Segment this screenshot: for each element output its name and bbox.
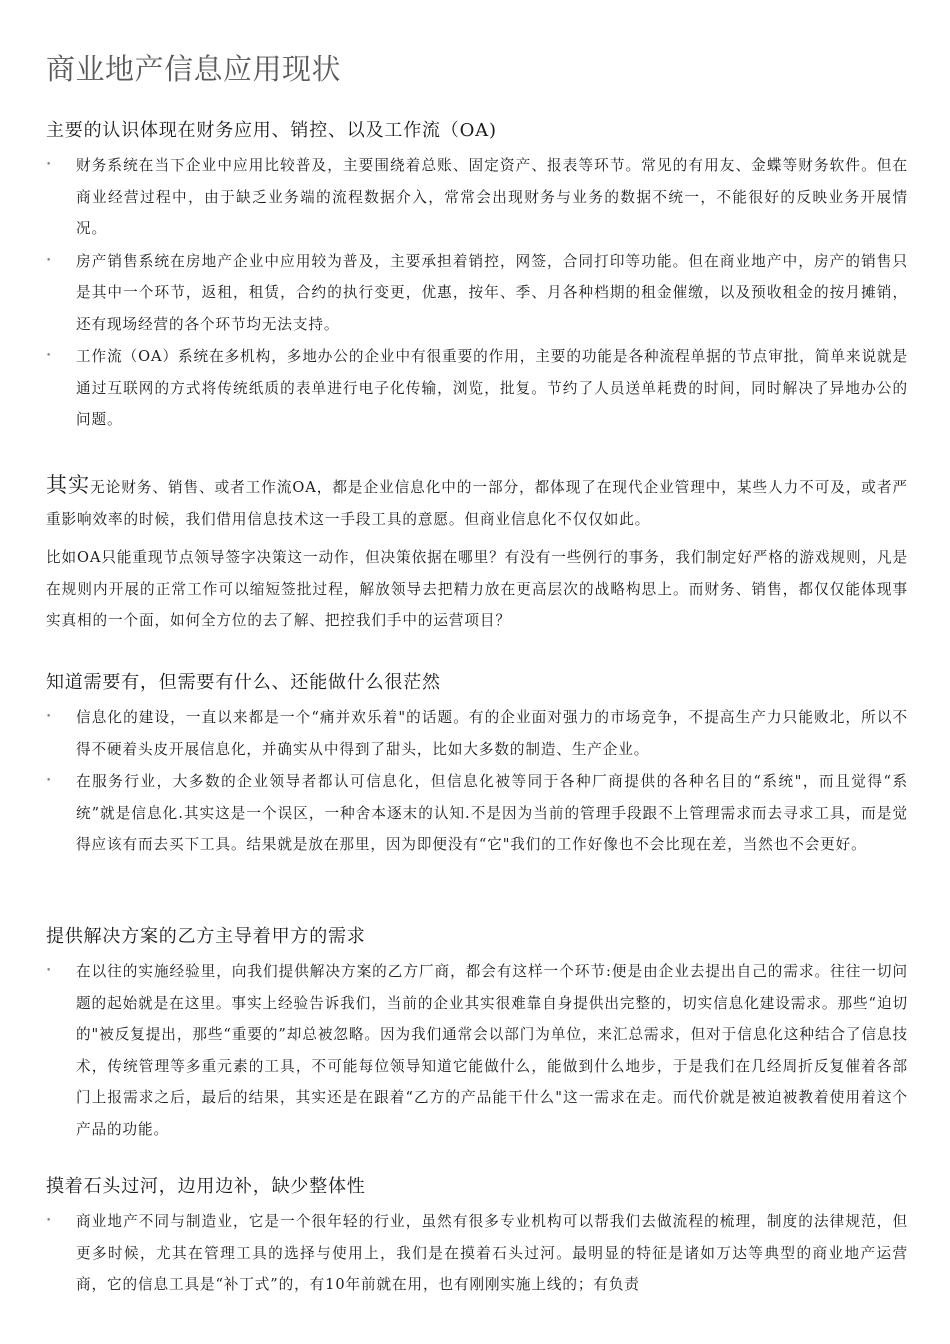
paragraph-1-text: 无论财务、销售、或者工作流OA，都是企业信息化中的一部分，都体现了在现代企业管理中，某些人力不可及，或者严重影响效率的时候，我们借用信息技术这一手段工具的意愿。但商业信息化不仅仅如此。 (46, 479, 908, 528)
list-item: • 商业地产不同与制造业，它是一个很年轻的行业，虽然有很多专业机构可以帮我们去做流程的梳理，制度的法律规范，但更多时候，尤其在管理工具的选择与使用上，我们是在摸着石头过河。最明显的特征是诸如万达等典型的商业地产运营商，它的信息工具是“补丁式”的，有10年前就在用，也有刚刚实施上线的；有负责 (46, 1206, 908, 1301)
section-heading-2: 知道需要有，但需要有什么、还能做什么很茫然 (46, 672, 441, 693)
bullet-list-3 (46, 956, 908, 1146)
list-item: • 在服务行业，大多数的企业领导者都认可信息化，但信息化被等同于各种厂商提供的各种名目的“系统"，而且觉得“系统”就是信息化.其实这是一个误区，一种舍本逐末的认知.不是因为当前的管理手段跟不上管理需求而去寻求工具，而是觉得应该有而去买下工具。结果就是放在那里，因为即便没有“它"我们的工作好像也不会比现在差，当然也不会更好。 (46, 766, 908, 861)
section-heading-1: 主要的认识体现在财务应用、销控、以及工作流（OA) (46, 120, 497, 141)
paragraph-1 (46, 470, 908, 535)
paragraph-2: 比如OA只能重现节点领导签字决策这一动作，但决策依据在哪里？有没有一些例行的事务，我们制定好严格的游戏规则，凡是在规则内开展的正常工作可以缩短签批过程，解放领导去把精力放在更高层次的战略构思上。而财务、销售，都仅仅能体现事实真相的一个面，如何全方位的去了解、把控我们手中的运营项目？ (46, 549, 908, 629)
list-item: • 信息化的建设，一直以来都是一个“痛并欢乐着"的话题。有的企业面对强力的市场竞争，不提高生产力只能败北，所以不得不硬着头皮开展信息化，并确实从中得到了甜头，比如大多数的制造、生产企业。 (46, 702, 908, 765)
section-heading-3: 提供解决方案的乙方主导着甲方的需求 (46, 926, 366, 947)
paragraph-lead-word: 其实 (46, 473, 91, 497)
page-title: 商业地产信息应用现状 (46, 52, 342, 86)
bullet-list-2 (46, 702, 908, 862)
bullet-list-4 (46, 1206, 908, 1302)
list-item: • 房产销售系统在房地产企业中应用较为普及，主要承担着销控，网签，合同打印等功能。但在商业地产中，房产的销售只是其中一个环节，返租，租赁，合约的执行变更，优惠，按年、季、月各种档期的租金催缴，以及预收租金的按月摊销，还有现场经营的各个环节均无法支持。 (46, 246, 908, 341)
list-item: • 在以往的实施经验里，向我们提供解决方案的乙方厂商，都会有这样一个环节:便是由企业去提出自己的需求。往往一切问题的起始就是在这里。事实上经验告诉我们，当前的企业其实很难靠自身提供出完整的，切实信息化建设需求。那些“迫切的"被反复提出，那些“重要的”却总被忽略。因为我们通常会以部门为单位，来汇总需求，但对于信息化这种结合了信息技术，传统管理等多重元素的工具，不可能每位领导知道它能做什么，能做到什么地步，于是我们在几经周折反复催着各部门上报需求之后，最后的结果，其实还是在跟着“乙方的产品能干什么"这一需求在走。而代价就是被迫被教着使用着这个产品的功能。 (46, 956, 908, 1145)
list-item: • 财务系统在当下企业中应用比较普及，主要围绕着总账、固定资产、报表等环节。常见的有用友、金蝶等财务软件。但在商业经营过程中，由于缺乏业务端的流程数据介入，常常会出现财务与业务的数据不统一，不能很好的反映业务开展情况。 (46, 150, 908, 245)
section-heading-4: 摸着石头过河，边用边补，缺少整体性 (46, 1176, 366, 1197)
list-item: • 工作流（OA）系统在多机构，多地办公的企业中有很重要的作用，主要的功能是各种流程单据的节点审批，简单来说就是通过互联网的方式将传统纸质的表单进行电子化传输，浏览，批复。节约了人员送单耗费的时间，同时解决了异地办公的问题。 (46, 341, 908, 436)
bullet-list-1 (46, 150, 908, 437)
